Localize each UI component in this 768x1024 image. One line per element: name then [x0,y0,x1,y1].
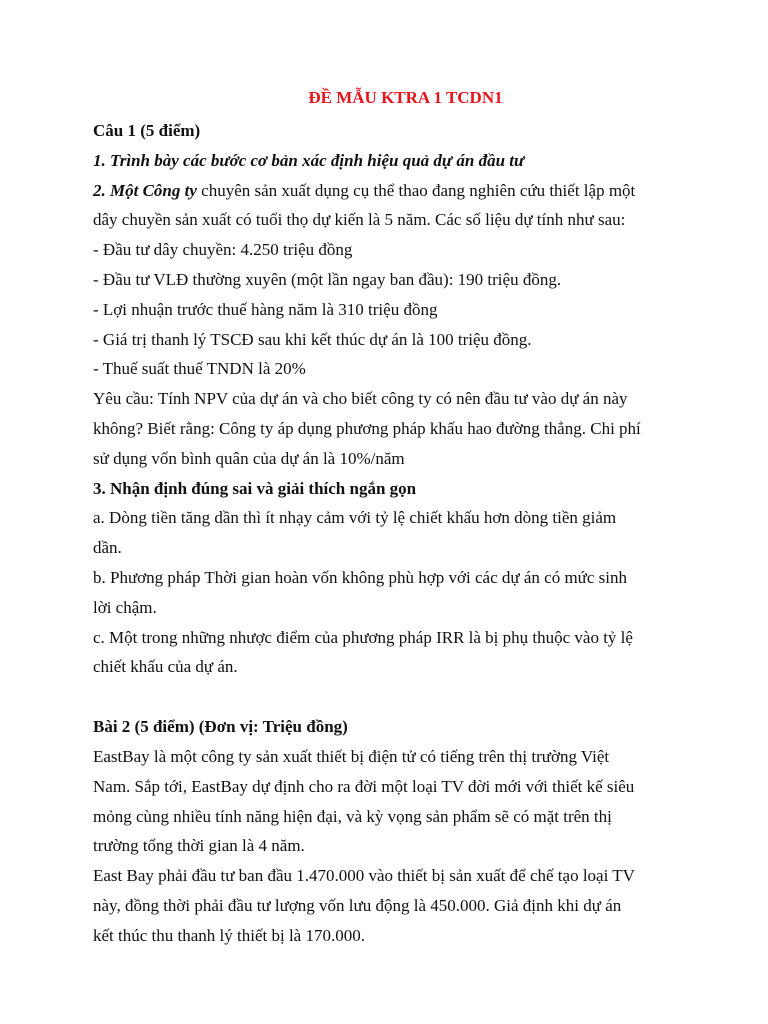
question-1-item-3-line: c. Một trong những nhược điểm của phương pháp IRR là bị phụ thuộc vào tỷ lệ [93,627,633,647]
question-2-heading: Bài 2 (5 điểm) (Đơn vị: Triệu đồng) [93,717,348,737]
question-1-text-line: - Lợi nhuận trước thuế hàng năm là 310 triệu đồng [93,299,438,319]
question-1-text-line: - Đầu tư VLĐ thường xuyên (một lần ngay ban đầu): 190 triệu đồng. [93,269,562,289]
question-1-item-3-line: chiết khấu của dự án. [93,657,238,677]
question-1-item-3-line: dần. [93,538,122,558]
question-1-item-3-line: b. Phương pháp Thời gian hoàn vốn không phù hợp với các dự án có mức sinh [93,567,628,587]
question-1-text-line: Yêu cầu: Tính NPV của dự án và cho biết công ty có nên đầu tư vào dự án này [93,389,628,409]
question-2-text-line: này, đồng thời phải đầu tư lượng vốn lưu động là 450.000. Giả định khi dự án [93,895,622,915]
question-1-text-line: sử dụng vốn bình quân của dự án là 10%/năm [93,448,405,468]
question-2-text-line: Nam. Sắp tới, EastBay dự định cho ra đời một loại TV đời mới với thiết kế siêu [93,776,635,796]
question-1-item-3-line: a. Dòng tiền tăng dần thì ít nhạy cảm với tỷ lệ chiết khấu hơn dòng tiền giảm [93,508,617,528]
question-2-text-line: EastBay là một công ty sản xuất thiết bị điện tử có tiếng trên thị trường Việt [93,746,610,766]
question-2-text-line: kết thúc thu thanh lý thiết bị là 170.000. [93,925,365,945]
question-1-text-line: không? Biết rằng: Công ty áp dụng phương pháp khấu hao đường thẳng. Chi phí [93,418,641,438]
question-1-item-1: 1. Trình bày các bước cơ bản xác định hiệu quả dự án đầu tư [93,150,525,170]
question-2-text-line: mỏng cùng nhiều tính năng hiện đại, và kỳ vọng sản phẩm sẽ có mặt trên thị [93,806,612,826]
question-2-text-line: East Bay phải đầu tư ban đầu 1.470.000 vào thiết bị sản xuất để chế tạo loại TV [93,866,635,886]
question-1-item-2-lead: 2. Một Công ty [93,180,197,200]
question-1-text-line: - Thuế suất thuế TNDN là 20% [93,359,306,379]
question-1-item-2-line [93,176,708,206]
section-spacer [93,682,708,712]
question-1-item-3: 3. Nhận định đúng sai và giải thích ngắn gọn [93,478,417,498]
question-1-text-line: - Đầu tư dây chuyền: 4.250 triệu đồng [93,240,353,260]
question-1-item-3-line: lời chậm. [93,597,157,617]
question-1-text-line: - Giá trị thanh lý TSCĐ sau khi kết thúc dự án là 100 triệu đồng. [93,329,532,349]
document-title: ĐỀ MẪU KTRA 1 TCDN1 [308,88,503,107]
question-2-text-line: trường tổng thời gian là 4 năm. [93,836,305,856]
question-1-item-2-text: chuyên sản xuất dụng cụ thể thao đang nghiên cứu thiết lập một [196,180,636,200]
question-1-text-line: dây chuyền sản xuất có tuổi thọ dự kiến là 5 năm. Các số liệu dự tính như sau: [93,210,626,230]
question-1-heading: Câu 1 (5 điểm) [93,121,201,140]
